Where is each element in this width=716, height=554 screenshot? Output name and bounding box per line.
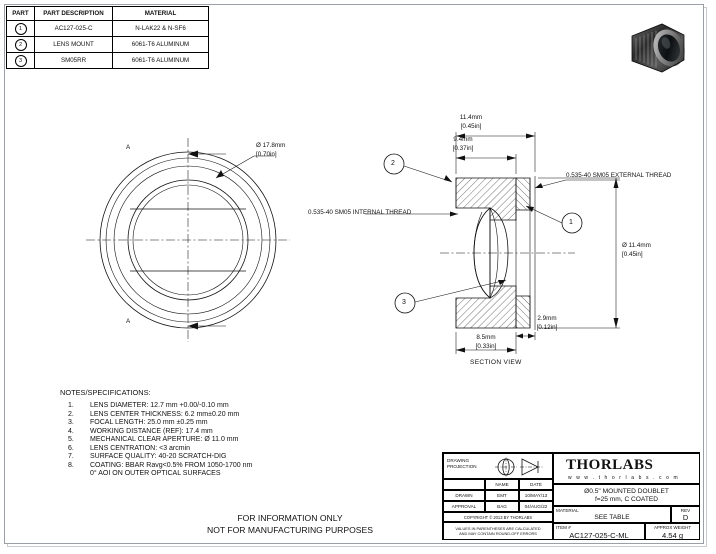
col-name-header: NAME xyxy=(485,479,519,490)
values-disclaimer-cell xyxy=(443,522,553,540)
part-number-cell xyxy=(7,21,35,37)
part-description-cell xyxy=(553,484,700,506)
internal-thread-callout: 0.535-40 SM05 INTERNAL THREAD xyxy=(308,209,412,216)
col-part: PART xyxy=(7,7,35,21)
rev-value: D xyxy=(682,512,689,522)
note-text: MECHANICAL CLEAR APERTURE: Ø 11.0 mm xyxy=(90,436,239,443)
note-text: LENS CENTRATION: <3 arcmin xyxy=(90,444,191,452)
note-number: 8. xyxy=(68,461,74,469)
brand-cell xyxy=(553,453,700,484)
drawn-name: EMT xyxy=(485,490,519,501)
note-row xyxy=(60,411,252,420)
balloon-number: 2 xyxy=(15,39,27,51)
approval-date: 04/AUG/22 xyxy=(519,501,553,512)
note-text: FOCAL LENGTH: 25.0 mm ±0.25 mm xyxy=(90,419,208,426)
note-subrow xyxy=(60,470,252,479)
note-number: 7. xyxy=(68,453,74,460)
title-block xyxy=(442,452,700,540)
note-row xyxy=(60,453,252,462)
values-disclaimer-line-2: AND MAY CONTAIN ROUND-OFF ERRORS xyxy=(459,531,537,536)
part-material-cell: 6061-T6 ALUMINUM xyxy=(113,37,209,53)
material-label: MATERIAL xyxy=(556,508,579,513)
note-text: WORKING DISTANCE (REF): 17.4 mm xyxy=(90,427,213,435)
notes-title: NOTES/SPECIFICATIONS: xyxy=(60,388,151,397)
first-angle-projection-symbol xyxy=(492,457,550,477)
dim-2.9mm-mm: 2.9mm xyxy=(537,315,557,322)
item-number-cell xyxy=(553,523,645,540)
copyright-text: COPYRIGHT © 2013 BY THORLABS xyxy=(463,514,533,520)
revision-cell xyxy=(671,506,700,523)
note-row xyxy=(60,462,252,471)
note-text: COATING: BBAR Ravg<0.5% FROM 1050-1700 nm xyxy=(90,461,253,469)
col-material: MATERIAL xyxy=(113,7,209,21)
note-number: 5. xyxy=(68,436,74,443)
weight-label: APPROX WEIGHT xyxy=(653,525,692,530)
outer-diameter-mm: Ø 17.8mm xyxy=(256,142,286,149)
material-value: SEE TABLE xyxy=(594,514,630,521)
approval-label: APPROVAL xyxy=(443,501,485,512)
outer-diameter-in: [0.70in] xyxy=(256,151,277,158)
weight-value: 4.54 g xyxy=(661,531,684,540)
dim-8.5mm-mm: 8.5mm xyxy=(476,334,496,341)
note-row xyxy=(60,428,252,437)
note-row xyxy=(60,445,252,454)
disclaimer-line-2: NOT FOR MANUFACTURING PURPOSES xyxy=(207,525,373,536)
part-description-cell: LENS MOUNT xyxy=(35,37,113,53)
note-text: SURFACE QUALITY: 40-20 SCRATCH-DIG xyxy=(90,453,227,460)
col-part-description: PART DESCRIPTION xyxy=(35,7,113,21)
item-value: AC127-025-C-ML xyxy=(569,531,629,540)
balloon-1-label: 1 xyxy=(569,219,573,226)
external-thread-callout: 0.535-40 SM05 EXTERNAL THREAD xyxy=(566,172,672,179)
table-row xyxy=(7,21,209,37)
part-number-cell xyxy=(7,53,35,69)
item-label: ITEM # xyxy=(556,525,571,530)
section-letter-top: A xyxy=(126,144,131,151)
desc-line-1: Ø0.5" MOUNTED DOUBLET xyxy=(584,487,669,495)
parts-table xyxy=(6,6,209,69)
table-row xyxy=(7,37,209,53)
note-subtext: 0° AOI ON OUTER OPTICAL SURFACES xyxy=(90,470,221,477)
approval-name: BAG xyxy=(485,501,519,512)
balloon-number: 1 xyxy=(15,23,27,35)
material-cell xyxy=(553,506,671,523)
note-number: 2. xyxy=(68,410,74,418)
section-view-caption: SECTION VIEW xyxy=(470,359,522,366)
note-text: LENS DIAMETER: 12.7 mm +0.00/-0.10 mm xyxy=(90,402,229,409)
thorlabs-website: w w w . t h o r l a b s . c o m xyxy=(568,475,680,481)
dim-dia-11.4mm-mm: Ø 11.4mm xyxy=(622,242,651,249)
balloon-number: 3 xyxy=(15,55,27,67)
note-number: 3. xyxy=(68,419,74,426)
balloon-3-label: 3 xyxy=(402,299,406,306)
drawn-label: DRAWN xyxy=(443,490,485,501)
part-description-cell: SM05RR xyxy=(35,53,113,69)
drawing-projection-cell xyxy=(443,453,553,479)
note-row xyxy=(60,402,252,411)
values-disclaimer-line-1: VALUES IN PARENTHESES ARE CALCULATED xyxy=(455,525,541,531)
part-description-cell: AC127-025-C xyxy=(35,21,113,37)
note-row xyxy=(60,419,252,428)
part-material-cell: N-LAK22 & N-SF6 xyxy=(113,21,209,37)
name-date-spacer xyxy=(443,479,485,490)
part-number-cell xyxy=(7,37,35,53)
table-row xyxy=(7,53,209,69)
notes-block xyxy=(60,388,252,479)
col-date-header: DATE xyxy=(519,479,553,490)
note-number: 4. xyxy=(68,427,74,435)
note-number: 6. xyxy=(68,444,74,452)
part-material-cell: 6061-T6 ALUMINUM xyxy=(113,53,209,69)
dim-2.9mm-in: [0.12in] xyxy=(536,324,558,331)
approx-weight-cell xyxy=(645,523,700,540)
rev-label: REV xyxy=(680,507,691,513)
drawn-date: 10/MAY/13 xyxy=(519,490,553,501)
section-letter-bottom: A xyxy=(126,318,131,325)
information-only-disclaimer xyxy=(155,512,425,537)
note-text: LENS CENTER THICKNESS: 6.2 mm±0.20 mm xyxy=(90,410,240,418)
copyright-cell xyxy=(443,512,553,522)
desc-line-2: f=25 mm, C COATED xyxy=(594,495,659,503)
drawing-projection-label: DRAWING PROJECTION xyxy=(447,458,477,470)
table-header-row xyxy=(7,7,209,21)
thorlabs-logo: THORLABS xyxy=(566,457,654,473)
section-view-drawing xyxy=(308,110,690,375)
note-row xyxy=(60,436,252,445)
disclaimer-line-1: FOR INFORMATION ONLY xyxy=(237,513,343,523)
balloon-2-label: 2 xyxy=(391,160,395,167)
dim-8.5mm-in: [0.33in] xyxy=(475,343,497,350)
dim-9.4mm-in: [0.37in] xyxy=(452,145,474,152)
isometric-product-photo xyxy=(614,16,694,88)
dim-11.4mm-top-in: [0.45in] xyxy=(460,123,482,130)
dim-11.4mm-top-mm: 11.4mm xyxy=(459,114,483,121)
dim-dia-11.4mm-in: [0.45in] xyxy=(622,251,643,258)
note-number: 1. xyxy=(68,402,74,409)
dim-9.4mm-mm: 9.4mm xyxy=(453,136,473,143)
front-view-drawing xyxy=(78,130,298,350)
